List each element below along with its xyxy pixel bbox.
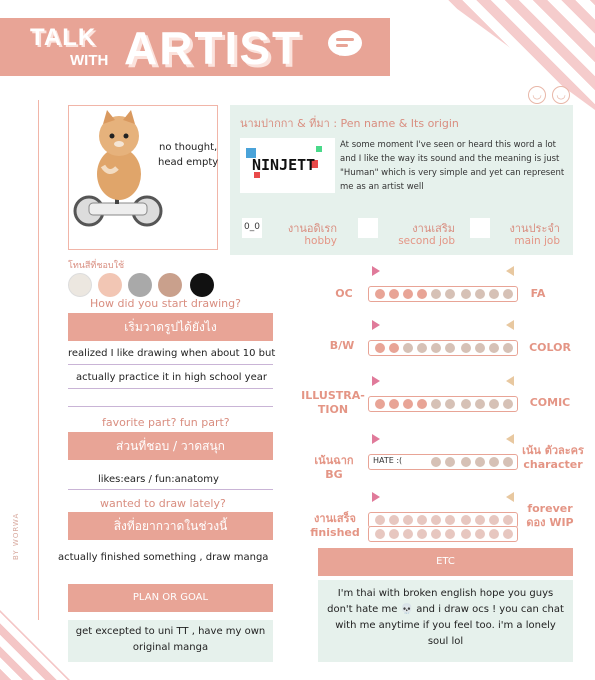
decor-stripes-top-right [445, 0, 595, 110]
scale-dot[interactable] [431, 457, 441, 467]
scale-right-label: COLOR [529, 341, 571, 354]
scale-dot[interactable] [375, 515, 385, 525]
scale-dot[interactable] [461, 399, 471, 409]
scale-dot[interactable] [475, 399, 485, 409]
answer-underline [68, 406, 273, 407]
scale-arrow-right-icon [372, 492, 380, 502]
scale-dot[interactable] [403, 515, 413, 525]
role-checkbox-hobby[interactable]: 0_0 [242, 218, 262, 238]
question-favorite-part: favorite part? fun part? [102, 416, 230, 429]
scale-dot[interactable] [417, 457, 427, 467]
scale-dot[interactable] [489, 457, 499, 467]
scale-track[interactable] [368, 526, 518, 542]
scale-arrow-right-icon [372, 266, 380, 276]
scale-dot[interactable] [417, 289, 427, 299]
role-label-en: main job [514, 235, 560, 247]
color-swatch [98, 273, 122, 297]
scale-dot[interactable] [417, 515, 427, 525]
scale-dot[interactable] [417, 399, 427, 409]
scale-dot[interactable] [489, 343, 499, 353]
scale-dot[interactable] [431, 515, 441, 525]
etc-header: ETC [318, 548, 573, 576]
scale-dot[interactable] [503, 457, 513, 467]
scale-dot[interactable] [503, 515, 513, 525]
scale-arrow-right-icon [372, 320, 380, 330]
scale-dot[interactable] [403, 457, 413, 467]
smiley-icon: ◡ [528, 86, 546, 104]
answer-line: realized I like drawing when about 10 but [68, 348, 276, 359]
scale-track[interactable] [368, 396, 518, 412]
section-header-how-started: เริ่มวาดรูปได้ยังไง [68, 313, 273, 341]
scale-dot[interactable] [375, 289, 385, 299]
scale-note: HATE :( [373, 456, 403, 465]
glitch-logo-icon [240, 138, 335, 193]
scale-dot[interactable] [461, 515, 471, 525]
scale-right-label: เน้น ตัวละคร character [522, 444, 584, 471]
answer-line: likes:ears / fun:anatomy [98, 474, 219, 485]
caption-line: head empty [158, 157, 219, 168]
scale-left-label: OC [335, 287, 353, 300]
scale-dot[interactable] [503, 399, 513, 409]
answer-underline [68, 364, 273, 365]
scale-dot[interactable] [489, 289, 499, 299]
color-swatch [128, 273, 152, 297]
pen-name-origin: At some moment I've seen or heard this word a lot and I like the way its sound and the meaning is just "Human" which is very simple and yet can represent me as an artist well [340, 140, 565, 192]
section-header-draw-lately: สิ่งที่อยากวาดในช่วงนี้ [68, 512, 273, 540]
scale-dot[interactable] [375, 399, 385, 409]
palette-label: โทนสีที่ชอบใช้ [68, 261, 125, 271]
section-header-favorite-part: ส่วนที่ชอบ / วาดสนุก [68, 432, 273, 460]
scale-dot[interactable] [461, 343, 471, 353]
pen-name-title: นามปากกา & ที่มา : Pen name & Its origin [240, 117, 459, 130]
etc-text: I'm thai with broken english hope you guys don't hate me 💀 and i draw ocs ! you can chat with me anytime if you feel too. i'm a lonely soul lol [327, 588, 564, 647]
role-checkbox-main-job[interactable] [470, 218, 490, 238]
scale-arrow-left-icon [506, 434, 514, 444]
scale-track[interactable] [368, 286, 518, 302]
scale-dot[interactable] [431, 289, 441, 299]
question-draw-lately: wanted to draw lately? [100, 497, 226, 510]
question-how-started: How did you start drawing? [90, 297, 241, 310]
scale-dot[interactable] [403, 399, 413, 409]
profile-picture-frame [68, 105, 218, 250]
scale-left-label: เน้นฉาก BG [314, 454, 354, 481]
scale-dot[interactable] [445, 515, 455, 525]
logo-text: NINJETT [252, 156, 316, 174]
profile-caption [158, 140, 218, 170]
scale-dot[interactable] [475, 457, 485, 467]
plan-goal-text: get excepted to uni TT , have my own original manga [75, 626, 266, 653]
color-swatch [190, 273, 214, 297]
role-label-en: hobby [304, 235, 337, 247]
scale-right-label: forever ดอง WIP [526, 502, 574, 529]
decor-stripes-bottom-left [0, 610, 70, 680]
pen-name-logo [240, 138, 335, 193]
kitten-illustration [69, 106, 217, 249]
margin-line [38, 100, 39, 620]
scale-right-label: COMIC [529, 396, 571, 409]
scale-left-label: งานเสร็จ finished [310, 512, 360, 539]
scale-dot[interactable] [389, 515, 399, 525]
title-with: WITH [70, 52, 109, 69]
answer-underline [68, 388, 273, 389]
scale-dot[interactable] [389, 399, 399, 409]
role-label-th: งานประจำ [509, 222, 560, 235]
scale-dot[interactable] [445, 529, 455, 539]
role-label-th: งานอดิเรก [287, 222, 337, 235]
credit-text: BY WORWA [12, 512, 20, 560]
title-talk: TALK [30, 24, 97, 51]
scale-arrow-left-icon [506, 492, 514, 502]
caption-line: no thought, [159, 142, 218, 153]
scale-dot[interactable] [445, 343, 455, 353]
chat-bubble-icon [328, 30, 362, 56]
role-main-job [490, 222, 560, 248]
title-artist: ARTIST [124, 22, 303, 74]
scale-dot[interactable] [489, 399, 499, 409]
answer-underline [68, 489, 273, 490]
role-checkbox-second-job[interactable] [358, 218, 378, 238]
scale-dot[interactable] [431, 399, 441, 409]
scale-dot[interactable] [417, 343, 427, 353]
scale-dot[interactable] [431, 529, 441, 539]
scale-dot[interactable] [503, 289, 513, 299]
role-label-th: งานเสริม [412, 222, 455, 235]
scale-dot[interactable] [375, 343, 385, 353]
scale-dot[interactable] [417, 529, 427, 539]
scale-dot[interactable] [389, 529, 399, 539]
scale-right-label: FA [530, 287, 546, 300]
scale-dot[interactable] [461, 289, 471, 299]
scale-dot[interactable] [475, 515, 485, 525]
scale-track[interactable] [368, 340, 518, 356]
scale-dot[interactable] [403, 343, 413, 353]
scale-dot[interactable] [403, 289, 413, 299]
scale-dot[interactable] [445, 289, 455, 299]
scale-dot[interactable] [461, 457, 471, 467]
scale-left-label: ILLUSTRA-TION [301, 389, 365, 416]
scale-dot[interactable] [475, 529, 485, 539]
scale-dot[interactable] [445, 399, 455, 409]
role-second-job [380, 222, 455, 248]
scale-dot[interactable] [431, 343, 441, 353]
scale-dot[interactable] [389, 343, 399, 353]
answer-line: actually practice it in high school year [76, 372, 267, 383]
plan-goal-header: PLAN OR GOAL [68, 584, 273, 612]
scale-dot[interactable] [475, 289, 485, 299]
scale-dot[interactable] [445, 457, 455, 467]
scale-dot[interactable] [503, 343, 513, 353]
role-hobby [262, 222, 337, 248]
scale-arrow-right-icon [372, 434, 380, 444]
role-label-en: second job [398, 235, 455, 247]
answer-line: actually finished something , draw manga [58, 552, 269, 563]
smiley-icon: ◡ [552, 86, 570, 104]
color-swatch [68, 273, 92, 297]
color-swatch [158, 273, 182, 297]
scale-arrow-left-icon [506, 266, 514, 276]
scale-dot[interactable] [489, 515, 499, 525]
scale-arrow-right-icon [372, 376, 380, 386]
scale-left-label: B/W [329, 339, 355, 352]
scale-dot[interactable] [375, 529, 385, 539]
scale-dot[interactable] [389, 289, 399, 299]
scale-arrow-left-icon [506, 376, 514, 386]
scale-dot[interactable] [475, 343, 485, 353]
scale-dot[interactable] [503, 529, 513, 539]
scale-dot[interactable] [403, 529, 413, 539]
scale-dot[interactable] [461, 529, 471, 539]
scale-dot[interactable] [489, 529, 499, 539]
scale-arrow-left-icon [506, 320, 514, 330]
scale-track[interactable] [368, 454, 518, 470]
